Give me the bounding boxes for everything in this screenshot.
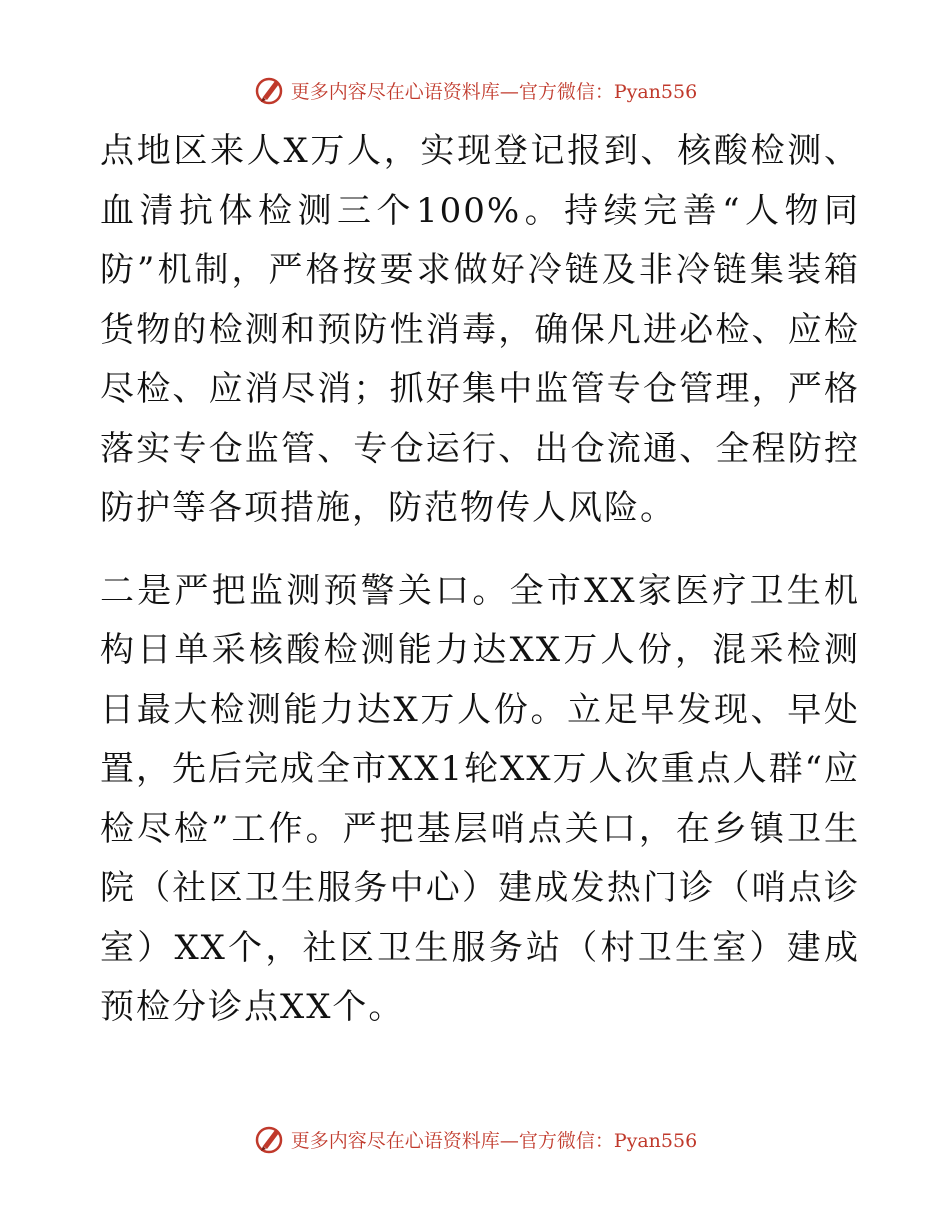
header-separator: — bbox=[499, 80, 519, 103]
paragraph-2: 二是严把监测预警关口。全市XX家医疗卫生机构日单采核酸检测能力达XX万人份，混采检测日最大检测能力达X万人份。立足早发现、早处置，先后完成全市XX1轮XX万人次重点人群“应检尽检”工作。严把基层哨点关口，在乡镇卫生院（社区卫生服务中心）建成发热门诊（哨点诊室）XX个，社区卫生服务站（村卫生室）建成预检分诊点XX个。 bbox=[100, 570, 860, 1027]
header-banner-text: 更多内容尽在心语资料库 bbox=[290, 80, 500, 103]
footer-banner bbox=[0, 1119, 950, 1159]
header-wechat-label: 官方微信： bbox=[518, 80, 614, 103]
paragraph-1: 点地区来人X万人，实现登记报到、核酸检测、血清抗体检测三个100%。持续完善“人物同防”机制，严格按要求做好冷链及非冷链集装箱货物的检测和预防性消毒，确保凡进必检、应检尽检、应消尽消；抓好集中监管专仓管理，严格落实专仓监管、专仓运行、出仓流通、全程防控防护等各项措施，防范物传人风险。 bbox=[100, 131, 860, 528]
header-banner bbox=[0, 70, 950, 110]
footer-separator: — bbox=[499, 1129, 519, 1152]
footer-banner-text: 更多内容尽在心语资料库 bbox=[290, 1129, 500, 1152]
document-body bbox=[100, 122, 860, 1038]
pen-logo-icon bbox=[253, 73, 287, 107]
header-wechat-id: Pyan556 bbox=[613, 80, 698, 103]
pen-logo-icon bbox=[253, 1122, 287, 1156]
footer-wechat-id: Pyan556 bbox=[613, 1129, 698, 1152]
footer-wechat-label: 官方微信： bbox=[518, 1129, 614, 1152]
